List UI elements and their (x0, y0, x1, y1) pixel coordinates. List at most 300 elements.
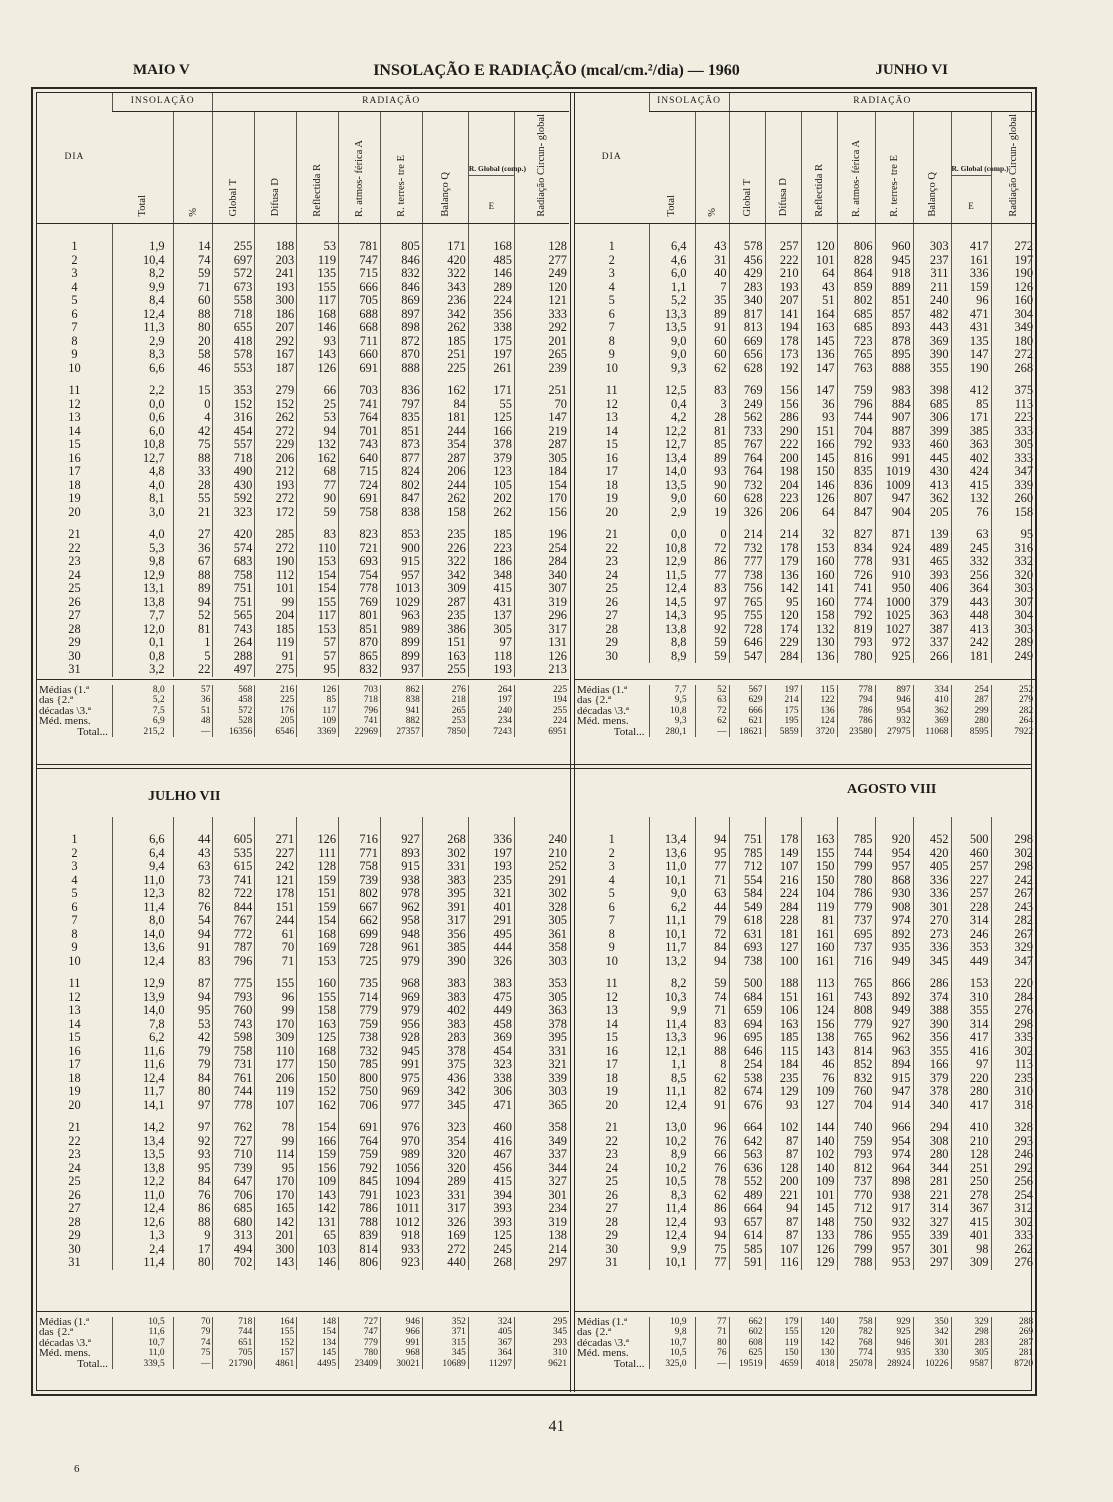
table-cell: 927 (875, 1018, 913, 1032)
table-cell: 680 (213, 1216, 255, 1230)
table-row (37, 1216, 569, 1230)
table-cell: 55 (468, 398, 514, 412)
table-cell: 947 (875, 1085, 913, 1099)
summary-cell: 774 (837, 1348, 875, 1358)
table-cell: 482 (913, 308, 951, 322)
table-row (37, 254, 569, 268)
table-cell: 268 (468, 1256, 514, 1270)
table-cell: 119 (255, 1085, 297, 1099)
table-cell: 96 (695, 1121, 729, 1135)
table-cell: 454 (213, 425, 255, 439)
table-cell: 234 (514, 1202, 569, 1216)
table-cell: 16 (605, 450, 618, 465)
summary-cell: 122 (801, 695, 837, 705)
summary-cell: 293 (514, 1338, 569, 1348)
table-cell: 495 (468, 928, 514, 942)
table-cell: 207 (765, 294, 801, 308)
table-cell: 11,5 (649, 569, 695, 583)
summary-cell: 72 (695, 706, 729, 716)
summary-cell: 778 (837, 685, 875, 695)
summary-cell: 71 (695, 1327, 729, 1337)
summary-cell: 946 (875, 695, 913, 705)
table-cell: 7 (695, 281, 729, 295)
table-cell: 227 (255, 847, 297, 861)
table-cell: 167 (255, 348, 297, 362)
table-cell: 327 (514, 1175, 569, 1189)
table-cell: 387 (913, 623, 951, 637)
summary-cell: 119 (765, 1338, 801, 1348)
table-cell: 772 (213, 928, 255, 942)
table-cell: 33 (173, 465, 213, 479)
table-cell: 16 (68, 450, 81, 465)
table-cell: 750 (837, 1216, 875, 1230)
table-cell: 77 (695, 1256, 729, 1270)
table-cell: 814 (339, 1243, 381, 1257)
table-cell: 924 (875, 542, 913, 556)
table-cell: 738 (339, 1031, 381, 1045)
table-row (37, 663, 569, 677)
table-cell: 13,4 (649, 452, 695, 466)
table-cell: 84 (422, 398, 468, 412)
table-cell: 712 (837, 1202, 875, 1216)
table-cell: 42 (173, 1031, 213, 1045)
table-cell: 954 (875, 847, 913, 861)
table-cell: 86 (695, 1202, 729, 1216)
table-cell: 79 (173, 1045, 213, 1059)
table-cell: 343 (422, 281, 468, 295)
table-row (575, 1085, 1035, 1099)
summary-cell: 225 (514, 685, 569, 695)
table-cell: 264 (213, 636, 255, 650)
table-cell: 14,3 (649, 609, 695, 623)
table-cell: 272 (255, 542, 297, 556)
table-row (37, 1256, 569, 1270)
table-cell: 249 (514, 267, 569, 281)
summary-cell: 216 (255, 685, 297, 695)
table-cell: 780 (837, 874, 875, 888)
table-cell: 194 (765, 321, 801, 335)
table-row (575, 1099, 1035, 1113)
table-cell: 11,4 (649, 1202, 695, 1216)
table-cell: 124 (801, 1004, 837, 1018)
table-cell: 53 (173, 1018, 213, 1032)
table-cell: 96 (255, 991, 297, 1005)
table-cell: 393 (468, 1216, 514, 1230)
table-cell: 12 (68, 989, 81, 1004)
table-cell: 29 (68, 635, 81, 650)
table-cell: 385 (951, 425, 991, 439)
table-cell: 72 (695, 542, 729, 556)
table-cell: 417 (951, 224, 991, 254)
summary-cell: 629 (729, 695, 765, 705)
table-cell: 11,6 (112, 1058, 173, 1072)
table-cell: 262 (255, 411, 297, 425)
table-cell: 702 (213, 1256, 255, 1270)
table-row (575, 1004, 1035, 1018)
table-cell: 460 (913, 438, 951, 452)
table-cell: 30 (605, 648, 618, 663)
table-cell: 1 (608, 239, 615, 254)
table-cell: 198 (765, 465, 801, 479)
summary-cell: 796 (339, 706, 381, 716)
table-cell: 146 (468, 267, 514, 281)
table-cell: 8,9 (649, 1148, 695, 1162)
summary-label: Méd. mens. (39, 715, 91, 728)
table-cell: 30 (68, 648, 81, 663)
table-cell: 175 (468, 335, 514, 349)
table-cell: 9 (608, 347, 615, 362)
table-cell: 62 (695, 1189, 729, 1203)
group-header-radiacao: RADIAÇÃO (213, 93, 569, 112)
table-cell: 743 (213, 1018, 255, 1032)
table-row (575, 294, 1035, 308)
table-cell: 932 (875, 1216, 913, 1230)
summary-cell: 935 (875, 1348, 913, 1358)
summary-cell: 194 (514, 695, 569, 705)
summary-label: Médias (1.ª (39, 684, 90, 696)
table-cell: 669 (729, 335, 765, 349)
table-cell: 11 (68, 383, 81, 398)
table-cell: 835 (380, 411, 422, 425)
table-cell: 169 (297, 941, 339, 955)
table-cell: 327 (913, 1216, 951, 1230)
table-cell: 201 (514, 335, 569, 349)
col-header-total: Total (649, 112, 695, 224)
table-cell: 165 (255, 1202, 297, 1216)
table-cell: 978 (380, 887, 422, 901)
table-cell: 485 (468, 254, 514, 268)
table-cell: 1012 (380, 1216, 422, 1230)
table-cell: 953 (875, 1256, 913, 1270)
summary-cell: 925 (875, 1327, 913, 1337)
summary-cell: 782 (837, 1327, 875, 1337)
summary-cell: — (695, 727, 729, 737)
table-cell: 354 (422, 1135, 468, 1149)
group-header-radiacao: RADIAÇÃO (729, 93, 1035, 112)
table-cell: 6,0 (649, 267, 695, 281)
table-cell: 151 (422, 636, 468, 650)
table-cell: 416 (468, 1135, 514, 1149)
table-row (575, 1135, 1035, 1149)
table-cell: 3 (608, 859, 615, 873)
table-cell: 778 (339, 582, 381, 596)
table-cell: 90 (297, 492, 339, 506)
table-cell: 406 (913, 582, 951, 596)
table-cell: 166 (913, 1058, 951, 1072)
table-cell: 275 (255, 663, 297, 677)
table-cell: 161 (951, 254, 991, 268)
table-cell: 13,5 (112, 1148, 173, 1162)
table-cell: 91 (695, 1099, 729, 1113)
table-cell: 319 (514, 1216, 569, 1230)
table-cell: 6 (71, 899, 78, 914)
summary-cell: 179 (765, 1317, 801, 1327)
table-cell: 11,0 (112, 874, 173, 888)
summary-cell: 197 (468, 695, 514, 705)
table-cell: 43 (801, 281, 837, 295)
table-cell: 184 (765, 1058, 801, 1072)
table-cell: 85 (951, 398, 991, 412)
table-cell: 363 (951, 438, 991, 452)
summary-cell: 741 (339, 716, 381, 726)
table-row (37, 294, 569, 308)
table-cell: 6,2 (112, 1031, 173, 1045)
table-cell: 379 (913, 1072, 951, 1086)
table-row (575, 650, 1035, 664)
table-cell: 147 (951, 348, 991, 362)
table-cell: 87 (765, 1216, 801, 1230)
table-cell: 12 (68, 396, 81, 411)
table-cell: 53 (297, 224, 339, 254)
table-cell: 307 (991, 596, 1035, 610)
table-cell: 88 (173, 569, 213, 583)
table-cell: 398 (913, 384, 951, 398)
table-cell: 14,0 (112, 928, 173, 942)
table-cell: 806 (339, 1256, 381, 1270)
summary-cell: 371 (422, 1327, 468, 1337)
table-cell: 578 (729, 224, 765, 254)
summary-cell: 11,6 (112, 1327, 173, 1337)
table-cell: 178 (765, 335, 801, 349)
table-cell: 107 (255, 1099, 297, 1113)
table-cell: 117 (297, 294, 339, 308)
summary-cell: 157 (255, 1348, 297, 1358)
table-cell: 88 (173, 308, 213, 322)
table-row (575, 1031, 1035, 1045)
table-cell: 221 (913, 1189, 951, 1203)
table-cell: 6,0 (112, 425, 173, 439)
table-cell: 12,9 (112, 569, 173, 583)
table-row (37, 411, 569, 425)
table-cell: 349 (514, 1135, 569, 1149)
table-cell: 558 (213, 294, 255, 308)
table-cell: 750 (339, 1085, 381, 1099)
table-cell: 87 (765, 1135, 801, 1149)
table-cell: 557 (213, 438, 255, 452)
table-cell: 701 (339, 425, 381, 439)
summary-cell: 76 (695, 1348, 729, 1358)
table-cell: 251 (514, 384, 569, 398)
table-cell: 562 (729, 411, 765, 425)
table-cell: 168 (297, 1045, 339, 1059)
table-cell: 8,8 (649, 636, 695, 650)
summary-cell: 6,9 (112, 716, 173, 726)
table-cell: 413 (913, 479, 951, 493)
table-row (575, 321, 1035, 335)
table-cell: 819 (837, 623, 875, 637)
table-cell: 193 (765, 281, 801, 295)
table-row (575, 596, 1035, 610)
table-cell: 769 (729, 384, 765, 398)
table-cell: 918 (380, 1229, 422, 1243)
table-cell: 2,9 (649, 506, 695, 520)
table-cell: 10,8 (649, 542, 695, 556)
table-cell: 930 (875, 887, 913, 901)
table-cell: 715 (339, 465, 381, 479)
table-cell: 989 (380, 1148, 422, 1162)
table-cell: 168 (297, 308, 339, 322)
table-cell: 584 (729, 887, 765, 901)
table-cell: 853 (380, 528, 422, 542)
table-cell: 321 (468, 887, 514, 901)
table-cell: 207 (255, 321, 297, 335)
table-cell: 667 (339, 901, 381, 915)
table-cell: 29 (605, 1228, 618, 1242)
table-cell: 339 (991, 479, 1035, 493)
summary-row (37, 1338, 569, 1348)
table-cell: 808 (837, 1004, 875, 1018)
table-cell: 4 (608, 872, 615, 887)
table-cell: 262 (422, 321, 468, 335)
summary-cell: 310 (514, 1348, 569, 1358)
table-cell: 59 (173, 267, 213, 281)
table-cell: 300 (255, 1243, 297, 1257)
table-cell: 759 (837, 1135, 875, 1149)
table-cell: 4,0 (112, 479, 173, 493)
table-row (575, 1243, 1035, 1257)
table-cell: 979 (380, 955, 422, 969)
table-cell: 100 (765, 955, 801, 969)
table-row (575, 914, 1035, 928)
summary-cell: 744 (213, 1327, 255, 1337)
table-cell: 347 (991, 465, 1035, 479)
summary-cell: 8720 (991, 1359, 1035, 1369)
table-cell: 262 (468, 506, 514, 520)
table-cell: 74 (173, 254, 213, 268)
table-cell: 83 (695, 1018, 729, 1032)
summary-cell: 280 (951, 716, 991, 726)
summary-cell: 197 (765, 685, 801, 695)
table-cell: 765 (837, 1031, 875, 1045)
table-cell: 43 (173, 847, 213, 861)
table-cell: 12,0 (112, 623, 173, 637)
table-cell: 317 (422, 1202, 468, 1216)
table-cell: 369 (913, 335, 951, 349)
table-cell: 618 (729, 914, 765, 928)
table-cell: 14 (68, 423, 81, 438)
table-cell: 340 (729, 294, 765, 308)
summary-cell: 4659 (765, 1359, 801, 1369)
table-cell: 846 (380, 254, 422, 268)
table-cell: 181 (951, 650, 991, 664)
summary-cell: 25078 (837, 1359, 875, 1369)
table-cell: 418 (213, 335, 255, 349)
table-cell: 430 (213, 479, 255, 493)
summary-cell: 282 (991, 706, 1035, 716)
table-cell: 900 (380, 542, 422, 556)
table-cell: 235 (422, 609, 468, 623)
table-cell: 26 (68, 594, 81, 609)
table-cell: 974 (875, 914, 913, 928)
summary-cell: 567 (729, 685, 765, 695)
table-cell: 243 (991, 901, 1035, 915)
col-header-pct: % (173, 112, 213, 224)
table-cell: 11 (605, 976, 618, 990)
table-cell: 261 (468, 362, 514, 376)
table-cell: 310 (951, 991, 991, 1005)
table-cell: 147 (801, 362, 837, 376)
table-cell: 30 (68, 1241, 81, 1256)
table-cell: 185 (765, 1031, 801, 1045)
table-cell: 97 (951, 1058, 991, 1072)
table-cell: 71 (255, 955, 297, 969)
table-cell: 13 (68, 410, 81, 425)
summary-label: Méd. mens. (577, 715, 629, 728)
table-cell: 291 (514, 874, 569, 888)
table-cell: 383 (422, 977, 468, 991)
table-cell: 13,3 (649, 308, 695, 322)
summary-cell: 4495 (297, 1359, 339, 1369)
table-cell: 93 (695, 465, 729, 479)
table-cell: 60 (695, 348, 729, 362)
table-cell: 358 (514, 1121, 569, 1135)
summary-cell: 276 (422, 685, 468, 695)
table-cell: 3,0 (112, 506, 173, 520)
table-cell: 4 (71, 279, 78, 294)
table-cell: 319 (514, 596, 569, 610)
table-cell: 11,4 (112, 901, 173, 915)
table-cell: 685 (837, 321, 875, 335)
table-cell: 170 (514, 492, 569, 506)
table-cell: 113 (991, 1058, 1035, 1072)
table-cell: 13 (605, 1003, 618, 1017)
table-cell: 150 (801, 860, 837, 874)
table-row (37, 452, 569, 466)
table-cell: 892 (875, 928, 913, 942)
table-cell: 14,0 (649, 465, 695, 479)
table-row (37, 1175, 569, 1189)
table-cell: 153 (297, 623, 339, 637)
table-cell: 836 (837, 479, 875, 493)
table-cell: 792 (837, 438, 875, 452)
table-cell: 143 (801, 1045, 837, 1059)
summary-cell: 164 (255, 1317, 297, 1327)
table-cell: 152 (255, 398, 297, 412)
table-cell: 125 (468, 1229, 514, 1243)
table-cell: 210 (951, 1135, 991, 1149)
table-cell: 759 (339, 1148, 381, 1162)
table-cell: 91 (695, 321, 729, 335)
table-cell: 123 (468, 465, 514, 479)
table-row (37, 1229, 569, 1243)
table-row (37, 1099, 569, 1113)
table-cell: 11,4 (649, 1018, 695, 1032)
table-cell: 331 (514, 1045, 569, 1059)
summary-cell: 7922 (991, 727, 1035, 737)
table-cell: 1019 (875, 465, 913, 479)
table-row (575, 254, 1035, 268)
summary-row (37, 716, 569, 726)
table-cell: 141 (765, 308, 801, 322)
table-cell: 390 (913, 1018, 951, 1032)
table-cell: 305 (468, 623, 514, 637)
summary-cell: 120 (801, 1327, 837, 1337)
table-row (575, 1018, 1035, 1032)
table-cell: 18 (605, 1070, 618, 1085)
table-cell: 93 (695, 1216, 729, 1230)
table-cell: 884 (875, 398, 913, 412)
summary-cell: 6951 (514, 727, 569, 737)
table-cell: 915 (380, 860, 422, 874)
table-cell: 276 (991, 1256, 1035, 1270)
table-cell: 52 (173, 609, 213, 623)
summary-cell: 330 (913, 1348, 951, 1358)
table-cell: 6 (71, 306, 78, 321)
table-cell: 741 (837, 582, 875, 596)
table-cell: 151 (801, 425, 837, 439)
summary-cell: 74 (173, 1338, 213, 1348)
summary-cell: 9621 (514, 1359, 569, 1369)
